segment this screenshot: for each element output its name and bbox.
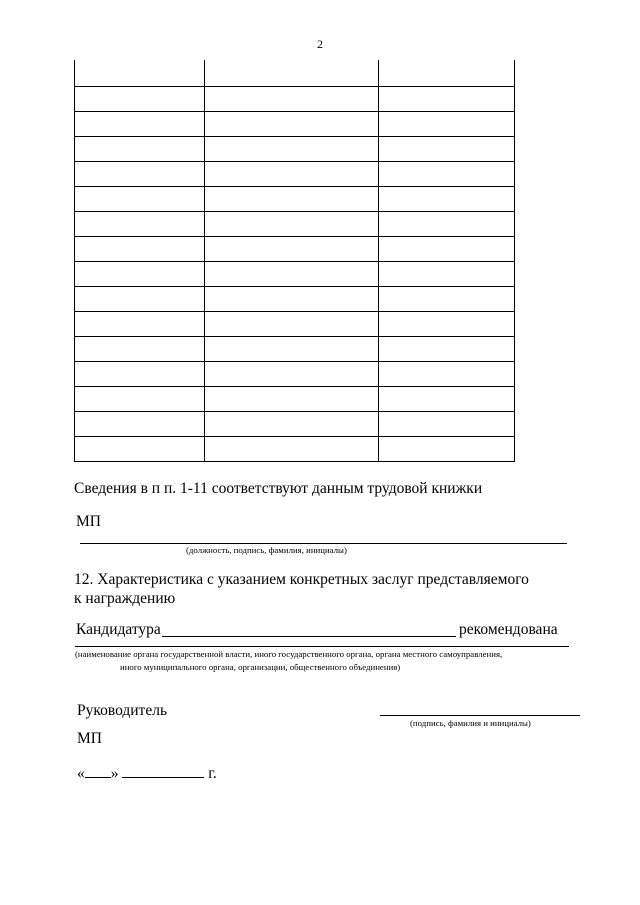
candidacy-blank-field[interactable] (162, 636, 456, 637)
table-row (75, 112, 515, 137)
table-row (75, 237, 515, 262)
page-number: 2 (317, 37, 323, 51)
table-cell[interactable] (75, 60, 205, 87)
table-cell[interactable] (379, 337, 515, 362)
month-blank-field[interactable] (122, 763, 204, 778)
table-cell[interactable] (75, 87, 205, 112)
table-row (75, 287, 515, 312)
table-cell[interactable] (379, 212, 515, 237)
table-cell[interactable] (205, 437, 379, 462)
table-cell[interactable] (75, 412, 205, 437)
table-cell[interactable] (205, 112, 379, 137)
table-cell[interactable] (205, 212, 379, 237)
recommended-label: рекомендована (459, 621, 558, 638)
candidacy-label: Кандидатура (76, 621, 161, 638)
table-cell[interactable] (205, 162, 379, 187)
table-cell[interactable] (205, 287, 379, 312)
stamp-place-label-2: МП (77, 730, 102, 747)
table-cell[interactable] (205, 187, 379, 212)
table-cell[interactable] (75, 387, 205, 412)
date-close-quote: » (110, 765, 119, 782)
table-cell[interactable] (75, 137, 205, 162)
table-cell[interactable] (205, 60, 379, 87)
table-cell[interactable] (205, 312, 379, 337)
table-row (75, 437, 515, 462)
table-cell[interactable] (205, 237, 379, 262)
head-label: Руководитель (77, 702, 168, 719)
table-row (75, 387, 515, 412)
table-cell[interactable] (379, 387, 515, 412)
table-cell[interactable] (75, 362, 205, 387)
table-cell[interactable] (379, 112, 515, 137)
table-cell[interactable] (205, 337, 379, 362)
table-row (75, 312, 515, 337)
organization-line[interactable] (75, 646, 569, 647)
head-signature-line[interactable] (380, 715, 580, 716)
year-suffix: г. (208, 765, 217, 782)
table-row (75, 60, 515, 87)
table-row (75, 162, 515, 187)
table-row (75, 337, 515, 362)
data-table (74, 60, 515, 462)
table-cell[interactable] (75, 262, 205, 287)
table-cell[interactable] (205, 412, 379, 437)
table-row (75, 212, 515, 237)
date-line (77, 763, 217, 783)
table-row (75, 187, 515, 212)
table-cell[interactable] (379, 312, 515, 337)
section-12-heading (74, 570, 529, 608)
table-cell[interactable] (379, 237, 515, 262)
info-statement: Сведения в п п. 1-11 соответствуют данным трудовой книжки (74, 480, 483, 497)
table-row (75, 262, 515, 287)
date-open-quote: « (77, 765, 85, 782)
table-cell[interactable] (205, 387, 379, 412)
table-cell[interactable] (205, 262, 379, 287)
table-cell[interactable] (379, 162, 515, 187)
organization-caption-line-2: иного муниципального органа, организации, общественного объединения) (120, 662, 401, 672)
table-cell[interactable] (379, 262, 515, 287)
table-row (75, 137, 515, 162)
table-cell[interactable] (75, 162, 205, 187)
table-cell[interactable] (75, 437, 205, 462)
table-cell[interactable] (379, 60, 515, 87)
table-cell[interactable] (379, 287, 515, 312)
table-cell[interactable] (379, 437, 515, 462)
position-signature-caption: (должность, подпись, фамилия, инициалы) (186, 545, 347, 555)
table-cell[interactable] (205, 87, 379, 112)
table-cell[interactable] (379, 137, 515, 162)
table-cell[interactable] (75, 187, 205, 212)
table-cell[interactable] (205, 137, 379, 162)
table-cell[interactable] (75, 312, 205, 337)
table-cell[interactable] (379, 362, 515, 387)
table-cell[interactable] (205, 362, 379, 387)
table-cell[interactable] (379, 187, 515, 212)
section-12-line-2: к награждению (74, 590, 176, 607)
table-cell[interactable] (75, 237, 205, 262)
section-12-line-1: 12. Характеристика с указанием конкретных заслуг представляемого (74, 571, 529, 588)
table-cell[interactable] (75, 112, 205, 137)
table-cell[interactable] (75, 337, 205, 362)
signature-line (80, 543, 567, 544)
day-blank-field[interactable] (85, 763, 111, 778)
head-signature-caption: (подпись, фамилия и инициалы) (410, 718, 531, 728)
table-cell[interactable] (379, 412, 515, 437)
table-cell[interactable] (75, 287, 205, 312)
table-row (75, 87, 515, 112)
table-row (75, 362, 515, 387)
table-cell[interactable] (75, 212, 205, 237)
table-cell[interactable] (379, 87, 515, 112)
table-row (75, 412, 515, 437)
stamp-place-label: МП (76, 513, 101, 530)
organization-caption-line-1: (наименование органа государственной власти, иного государственного органа, органа местного самоуправления, (75, 649, 503, 659)
